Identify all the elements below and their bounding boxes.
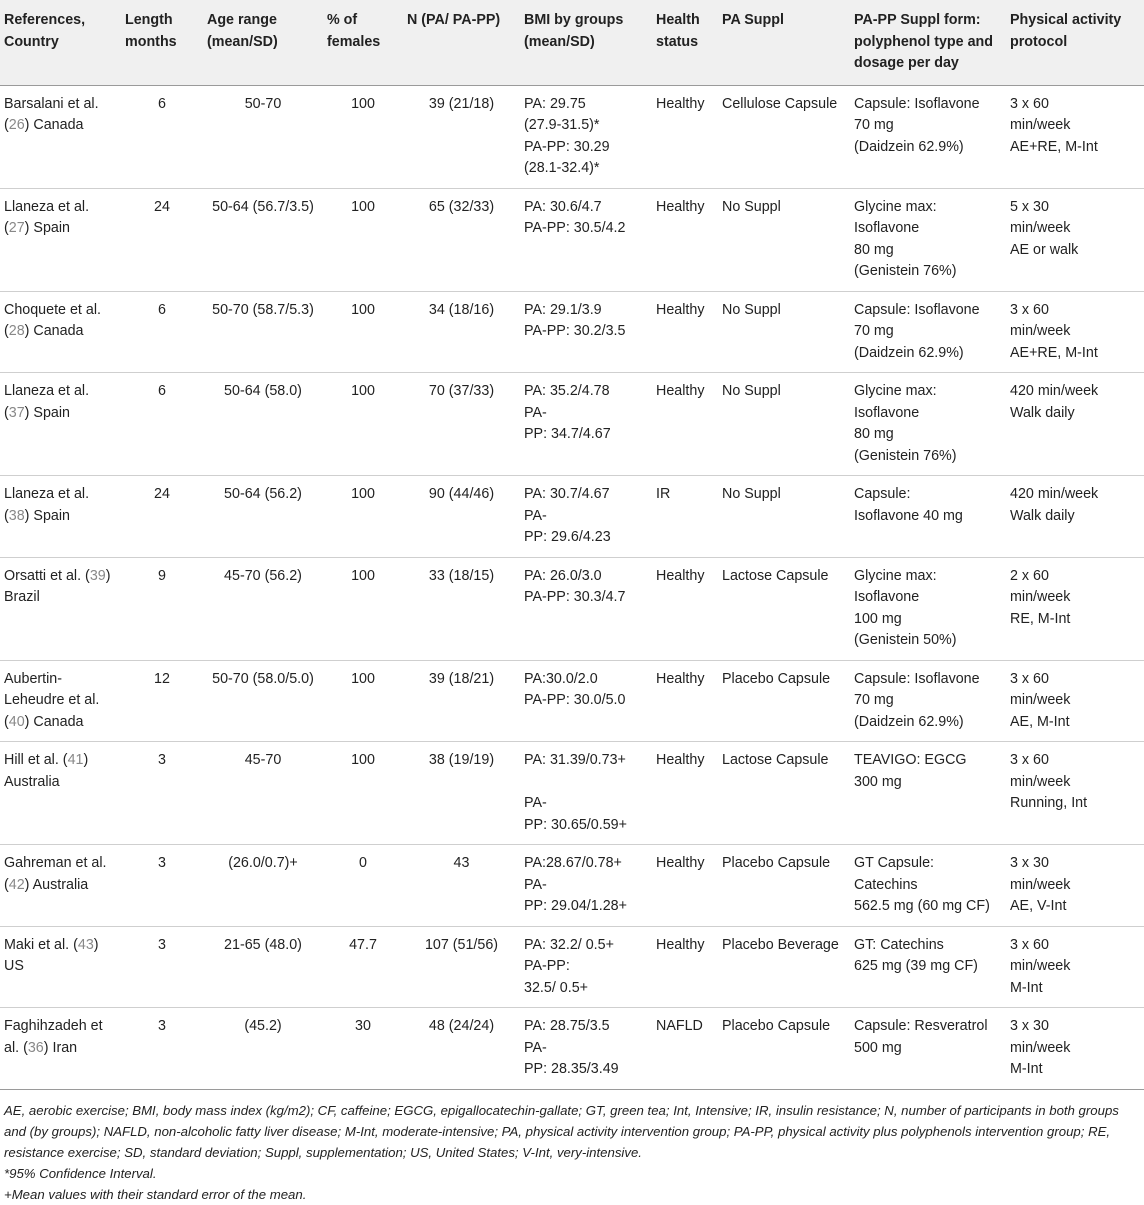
cell-reference: Aubertin-Leheudre et al. (40) Canada (0, 660, 121, 742)
pp-suppl-line: (Genistein 76%) (854, 447, 957, 464)
header-length: Length months (121, 0, 203, 85)
protocol-line: min/week (1010, 1039, 1071, 1056)
bmi-line: PA-PP: 30.29 (524, 138, 610, 155)
table-row (0, 188, 1144, 291)
cell-age: 50-70 (58.7/5.3) (203, 291, 323, 373)
cell-length: 12 (121, 660, 203, 742)
reference-number: 28 (8, 323, 25, 339)
protocol-line: 3 x 60 (1010, 670, 1049, 687)
reference-number: 36 (27, 1039, 44, 1056)
cell-pa-suppl: Cellulose Capsule (718, 85, 850, 188)
country-name: Brazil (4, 589, 40, 605)
cell-reference: Llaneza et al. (27) Spain (0, 188, 121, 291)
cell-reference: Choquete et al. (28) Canada (0, 291, 121, 373)
footnote-abbreviations: AE, aerobic exercise; BMI, body mass index (kg/m2); CF, caffeine; EGCG, epigallocatechin-gallate; GT, green tea; Int, Intensive; IR, insulin resistance; N, number of participants in both groups and (by groups); NAFLD, non-alcoholic fatty liver disease; M-Int, moderate-intensive; PA, physical activity intervention group; PA-PP, physical activity plus polyphenols intervention group; RE, resistance exercise; SD, standard deviation; Suppl, supplementation; US, United States; V-Int, very-intensive. (4, 1102, 1119, 1160)
bmi-line: PP: 29.6/4.23 (524, 529, 611, 545)
bmi-line: PA- (524, 404, 547, 421)
cell-females: 100 (323, 660, 403, 742)
cell-age: 45-70 (203, 742, 323, 845)
bmi-line: PA- (524, 795, 547, 811)
cell-age: 45-70 (56.2) (203, 557, 323, 660)
bmi-line: PA- (524, 507, 547, 524)
cell-length: 3 (121, 742, 203, 845)
pp-suppl-line: 500 mg (854, 1039, 902, 1056)
pp-suppl-line: TEAVIGO: EGCG (854, 752, 967, 768)
header-bmi: BMI by groups (mean/SD) (520, 0, 652, 85)
cell-reference: Llaneza et al. (37) Spain (0, 373, 121, 476)
cell-health: Healthy (652, 845, 718, 927)
bmi-line: PA:30.0/2.0 (524, 670, 598, 687)
protocol-line: min/week (1010, 692, 1071, 708)
cell-length: 9 (121, 557, 203, 660)
country-name: US (4, 958, 24, 974)
header-age: Age range (mean/SD) (203, 0, 323, 85)
cell-bmi (520, 476, 652, 558)
cell-reference: Maki et al. (43) US (0, 926, 121, 1008)
cell-pp-suppl (850, 557, 1006, 660)
cell-pa-suppl: Placebo Capsule (718, 1008, 850, 1090)
bmi-line: PA: 32.2/ 0.5+ (524, 936, 614, 953)
bmi-line: 32.5/ 0.5+ (524, 979, 588, 996)
protocol-line: 3 x 60 (1010, 752, 1049, 768)
bmi-line: PP: 30.65/0.59+ (524, 816, 627, 833)
country-name: Spain (33, 404, 70, 421)
cell-pp-suppl (850, 845, 1006, 927)
cell-health: IR (652, 476, 718, 558)
pp-suppl-line: 70 mg (854, 692, 894, 708)
cell-protocol (1006, 291, 1144, 373)
header-pa-suppl: PA Suppl (718, 0, 850, 85)
country-name: Iran (52, 1039, 78, 1056)
pp-suppl-line: Isoflavone (854, 589, 920, 605)
pp-suppl-line: GT Capsule: (854, 855, 934, 871)
cell-bmi (520, 85, 652, 188)
bmi-line: PA-PP: 30.5/4.2 (524, 220, 626, 236)
pp-suppl-line: Capsule: Isoflavone (854, 301, 980, 318)
cell-n: 34 (18/16) (403, 291, 520, 373)
protocol-line: Walk daily (1010, 507, 1075, 524)
cell-pp-suppl (850, 742, 1006, 845)
protocol-line: AE, M-Int (1010, 713, 1070, 730)
bmi-line: PP: 28.35/3.49 (524, 1061, 619, 1077)
cell-age: 21-65 (48.0) (203, 926, 323, 1008)
cell-length: 3 (121, 926, 203, 1008)
pp-suppl-line: Glycine max: (854, 198, 937, 215)
cell-n: 107 (51/56) (403, 926, 520, 1008)
protocol-line: 420 min/week (1010, 486, 1099, 502)
cell-females: 30 (323, 1008, 403, 1090)
author-name: Llaneza et al. (4, 198, 90, 215)
cell-bmi (520, 926, 652, 1008)
bmi-line: PA- (524, 1039, 547, 1056)
author-name: Choquete et al. (4, 301, 101, 318)
cell-females: 100 (323, 291, 403, 373)
protocol-line: 5 x 30 (1010, 198, 1049, 215)
bmi-line: PA: 35.2/4.78 (524, 383, 610, 399)
country-name: Canada (33, 323, 84, 339)
cell-protocol (1006, 188, 1144, 291)
header-health: Health status (652, 0, 718, 85)
bmi-line: PA: 30.6/4.7 (524, 198, 602, 215)
cell-n: 43 (403, 845, 520, 927)
cell-pa-suppl: No Suppl (718, 188, 850, 291)
cell-n: 38 (19/19) (403, 742, 520, 845)
bmi-line: PA: 31.39/0.73+ (524, 752, 626, 768)
bmi-line: PA-PP: 30.3/4.7 (524, 589, 626, 605)
protocol-line: 3 x 60 (1010, 95, 1049, 112)
pp-suppl-line: Glycine max: (854, 567, 937, 584)
cell-health: NAFLD (652, 1008, 718, 1090)
table-row (0, 926, 1144, 1008)
bmi-line: PA: 26.0/3.0 (524, 567, 602, 584)
cell-bmi (520, 742, 652, 845)
cell-protocol (1006, 742, 1144, 845)
protocol-line: RE, M-Int (1010, 610, 1071, 627)
country-name: Canada (33, 117, 84, 133)
pp-suppl-line: (Daidzein 62.9%) (854, 138, 964, 155)
cell-n: 48 (24/24) (403, 1008, 520, 1090)
bmi-line: PA: 28.75/3.5 (524, 1018, 610, 1034)
cell-reference: Hill et al. (41) Australia (0, 742, 121, 845)
pp-suppl-line: 70 mg (854, 323, 894, 339)
cell-age: 50-64 (56.7/3.5) (203, 188, 323, 291)
author-name: Gahreman et al. (4, 855, 107, 871)
cell-protocol (1006, 85, 1144, 188)
table-row (0, 557, 1144, 660)
cell-bmi (520, 845, 652, 927)
table-row (0, 845, 1144, 927)
author-name: Barsalani et al. (4, 95, 99, 112)
pp-suppl-line: Isoflavone (854, 404, 920, 421)
pp-suppl-line: 70 mg (854, 117, 894, 133)
protocol-line: min/week (1010, 220, 1071, 236)
cell-bmi (520, 373, 652, 476)
header-row (0, 0, 1144, 85)
bmi-line: PA-PP: 30.0/5.0 (524, 692, 626, 708)
cell-health: Healthy (652, 373, 718, 476)
protocol-line: Running, Int (1010, 795, 1088, 811)
cell-pp-suppl (850, 85, 1006, 188)
protocol-line: M-Int (1010, 1061, 1043, 1077)
protocol-line: min/week (1010, 958, 1071, 974)
cell-length: 24 (121, 476, 203, 558)
protocol-line: AE, V-Int (1010, 898, 1067, 914)
cell-pa-suppl: Lactose Capsule (718, 742, 850, 845)
table-row (0, 476, 1144, 558)
cell-pp-suppl (850, 476, 1006, 558)
header-pp-suppl: PA-PP Suppl form: polyphenol type and dosage per day (850, 0, 1006, 85)
cell-pa-suppl: No Suppl (718, 291, 850, 373)
pp-suppl-line: 80 mg (854, 241, 894, 258)
bmi-line: PA-PP: 30.2/3.5 (524, 323, 626, 339)
cell-length: 6 (121, 373, 203, 476)
cell-n: 65 (32/33) (403, 188, 520, 291)
country-name: Australia (32, 876, 89, 893)
country-name: Canada (33, 713, 84, 730)
cell-females: 100 (323, 188, 403, 291)
pp-suppl-line: Isoflavone (854, 220, 920, 236)
header-protocol: Physical activity protocol (1006, 0, 1144, 85)
cell-protocol (1006, 557, 1144, 660)
header-n: N (PA/ PA-PP) (403, 0, 520, 85)
cell-females: 100 (323, 373, 403, 476)
pp-suppl-line: Isoflavone 40 mg (854, 507, 963, 524)
cell-age: (45.2) (203, 1008, 323, 1090)
cell-health: Healthy (652, 660, 718, 742)
cell-n: 90 (44/46) (403, 476, 520, 558)
cell-pa-suppl: No Suppl (718, 373, 850, 476)
reference-number: 39 (89, 567, 106, 584)
pp-suppl-line: GT: Catechins (854, 936, 944, 953)
pp-suppl-line: 625 mg (39 mg CF) (854, 958, 978, 974)
bmi-line: PA-PP: (524, 958, 570, 974)
cell-age: 50-64 (58.0) (203, 373, 323, 476)
pp-suppl-line: (Daidzein 62.9%) (854, 344, 964, 361)
country-name: Australia (4, 773, 60, 790)
cell-n: 70 (37/33) (403, 373, 520, 476)
protocol-line: min/week (1010, 117, 1071, 133)
cell-protocol (1006, 926, 1144, 1008)
header-females: % of females (323, 0, 403, 85)
cell-pp-suppl (850, 188, 1006, 291)
cell-females: 100 (323, 85, 403, 188)
pp-suppl-line: Capsule: Resveratrol (854, 1018, 988, 1034)
protocol-line: AE or walk (1010, 241, 1079, 258)
pp-suppl-line: (Genistein 76%) (854, 263, 957, 279)
cell-age: 50-70 (203, 85, 323, 188)
table-row (0, 660, 1144, 742)
reference-number: 38 (8, 507, 25, 524)
cell-protocol (1006, 476, 1144, 558)
cell-length: 3 (121, 845, 203, 927)
cell-age: 50-64 (56.2) (203, 476, 323, 558)
reference-number: 37 (8, 404, 25, 421)
cell-reference: Faghihzadeh et al. (36) Iran (0, 1008, 121, 1090)
cell-health: Healthy (652, 926, 718, 1008)
author-name: Hill et al. (4, 752, 59, 768)
table-row (0, 291, 1144, 373)
bmi-line: PA:28.67/0.78+ (524, 855, 622, 871)
cell-protocol (1006, 660, 1144, 742)
cell-health: Healthy (652, 557, 718, 660)
cell-females: 47.7 (323, 926, 403, 1008)
cell-pa-suppl: Placebo Capsule (718, 660, 850, 742)
author-name: Llaneza et al. (4, 486, 90, 502)
header-references: References, Country (0, 0, 121, 85)
cell-females: 0 (323, 845, 403, 927)
bmi-line: (27.9-31.5)* (524, 117, 600, 133)
pp-suppl-line: Capsule: Isoflavone (854, 95, 980, 112)
bmi-line: PP: 29.04/1.28+ (524, 898, 627, 914)
cell-age: (26.0/0.7)+ (203, 845, 323, 927)
author-name: Aubertin-Leheudre et al. (4, 670, 100, 708)
cell-reference: Gahreman et al. (42) Australia (0, 845, 121, 927)
cell-pa-suppl: Placebo Beverage (718, 926, 850, 1008)
protocol-line: 3 x 30 (1010, 855, 1049, 871)
cell-n: 33 (18/15) (403, 557, 520, 660)
cell-reference: Barsalani et al. (26) Canada (0, 85, 121, 188)
protocol-line: 3 x 60 (1010, 936, 1049, 953)
cell-n: 39 (18/21) (403, 660, 520, 742)
cell-reference: Orsatti et al. (39) Brazil (0, 557, 121, 660)
cell-females: 100 (323, 742, 403, 845)
cell-reference: Llaneza et al. (38) Spain (0, 476, 121, 558)
reference-number: 40 (8, 713, 25, 730)
protocol-line: 2 x 60 (1010, 567, 1049, 584)
table-row (0, 85, 1144, 188)
pp-suppl-line: 300 mg (854, 773, 902, 790)
protocol-line: 420 min/week (1010, 383, 1099, 399)
bmi-line: PP: 34.7/4.67 (524, 426, 611, 442)
pp-suppl-line: (Genistein 50%) (854, 632, 957, 648)
cell-pa-suppl: Placebo Capsule (718, 845, 850, 927)
protocol-line: Walk daily (1010, 404, 1075, 421)
cell-protocol (1006, 845, 1144, 927)
pp-suppl-line: Glycine max: (854, 383, 937, 399)
cell-protocol (1006, 373, 1144, 476)
cell-age: 50-70 (58.0/5.0) (203, 660, 323, 742)
cell-pp-suppl (850, 660, 1006, 742)
cell-health: Healthy (652, 188, 718, 291)
protocol-line: AE+RE, M-Int (1010, 138, 1098, 155)
cell-length: 6 (121, 85, 203, 188)
reference-number: 41 (67, 752, 84, 768)
author-name: Llaneza et al. (4, 383, 90, 399)
cell-n: 39 (21/18) (403, 85, 520, 188)
pp-suppl-line: 100 mg (854, 610, 902, 627)
protocol-line: AE+RE, M-Int (1010, 344, 1098, 361)
footnote-standard-error: +Mean values with their standard error of the mean. (4, 1186, 307, 1202)
protocol-line: 3 x 60 (1010, 301, 1049, 318)
cell-length: 24 (121, 188, 203, 291)
cell-health: Healthy (652, 85, 718, 188)
country-name: Spain (33, 220, 70, 236)
protocol-line: min/week (1010, 876, 1071, 893)
author-name: Orsatti et al. (4, 567, 82, 584)
cell-pa-suppl: No Suppl (718, 476, 850, 558)
pp-suppl-line: Capsule: Isoflavone (854, 670, 980, 687)
bmi-line: (28.1-32.4)* (524, 160, 600, 176)
cell-length: 3 (121, 1008, 203, 1090)
bmi-line: PA- (524, 876, 547, 893)
reference-number: 27 (8, 220, 25, 236)
cell-bmi (520, 291, 652, 373)
author-name: Maki et al. (4, 936, 70, 953)
bmi-line: PA: 29.1/3.9 (524, 301, 602, 318)
cell-pp-suppl (850, 926, 1006, 1008)
reference-number: 43 (77, 936, 94, 953)
cell-pp-suppl (850, 291, 1006, 373)
pp-suppl-line: Catechins (854, 876, 918, 893)
pp-suppl-line: Capsule: (854, 486, 911, 502)
cell-pp-suppl (850, 373, 1006, 476)
author-name: Faghihzadeh et al. (4, 1018, 103, 1056)
bmi-line: PA: 29.75 (524, 95, 586, 112)
cell-bmi (520, 660, 652, 742)
protocol-line: 3 x 30 (1010, 1018, 1049, 1034)
cell-length: 6 (121, 291, 203, 373)
cell-bmi (520, 557, 652, 660)
table-row (0, 742, 1144, 845)
reference-number: 26 (8, 117, 25, 133)
cell-bmi (520, 188, 652, 291)
protocol-line: min/week (1010, 773, 1071, 790)
cell-females: 100 (323, 557, 403, 660)
cell-pa-suppl: Lactose Capsule (718, 557, 850, 660)
cell-health: Healthy (652, 742, 718, 845)
pp-suppl-line: 80 mg (854, 426, 894, 442)
cell-health: Healthy (652, 291, 718, 373)
protocol-line: M-Int (1010, 979, 1043, 996)
table-footnote (0, 1090, 1144, 1205)
reference-number: 42 (8, 876, 25, 893)
footnote-confidence-interval: *95% Confidence Interval. (4, 1165, 157, 1181)
pp-suppl-line: (Daidzein 62.9%) (854, 713, 964, 730)
protocol-line: min/week (1010, 323, 1071, 339)
cell-females: 100 (323, 476, 403, 558)
bmi-line: PA: 30.7/4.67 (524, 486, 610, 502)
protocol-line: min/week (1010, 589, 1071, 605)
pp-suppl-line: 562.5 mg (60 mg CF) (854, 898, 990, 914)
country-name: Spain (33, 507, 70, 524)
table-row (0, 373, 1144, 476)
